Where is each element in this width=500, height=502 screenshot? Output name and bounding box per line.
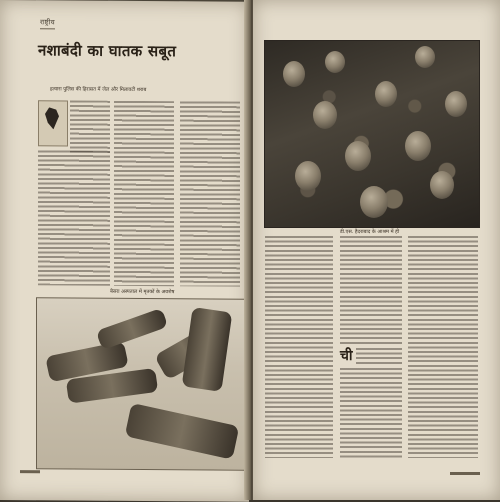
photo-figure	[430, 171, 454, 199]
photo-figure	[182, 307, 233, 392]
photo-figure	[445, 91, 467, 117]
crowd-photo	[264, 40, 480, 228]
text-column	[356, 348, 402, 366]
text-column	[340, 368, 402, 460]
bodies-photo-caption: बेसरा अस्पताल में मृतकों के अवशेष	[110, 288, 175, 296]
bodies-photo	[36, 297, 246, 470]
article-byline: हत्यारा पुलिस की हिरासत में जेल और मिलावटी शराब	[50, 86, 147, 94]
text-column	[38, 150, 110, 286]
india-map-inset	[38, 100, 68, 146]
photo-figure	[405, 131, 431, 161]
drop-cap: ची	[340, 348, 353, 364]
section-tag: राष्ट्रीय	[40, 18, 55, 29]
photo-figure	[375, 81, 397, 107]
photo-figure	[325, 51, 345, 73]
photo-figure	[125, 403, 240, 460]
photo-figure	[360, 186, 388, 218]
text-column	[70, 100, 110, 152]
text-column	[180, 101, 240, 286]
india-map-icon	[45, 107, 59, 129]
photo-figure	[415, 46, 435, 68]
article-headline: नशाबंदी का घातक सबूत	[38, 41, 177, 61]
text-column	[340, 236, 402, 344]
page-folio	[20, 470, 40, 473]
photo-figure	[96, 308, 169, 350]
page-folio	[450, 472, 480, 475]
text-column	[265, 236, 333, 458]
photo-figure	[345, 141, 371, 171]
left-page	[0, 0, 249, 502]
text-column	[408, 236, 478, 458]
photo-figure	[295, 161, 321, 191]
photo-figure	[283, 61, 305, 87]
crowd-photo-caption: डी.एस. हैदराबाद के आश्रम में ही	[340, 229, 400, 235]
text-column	[114, 101, 174, 286]
photo-figure	[313, 101, 337, 129]
